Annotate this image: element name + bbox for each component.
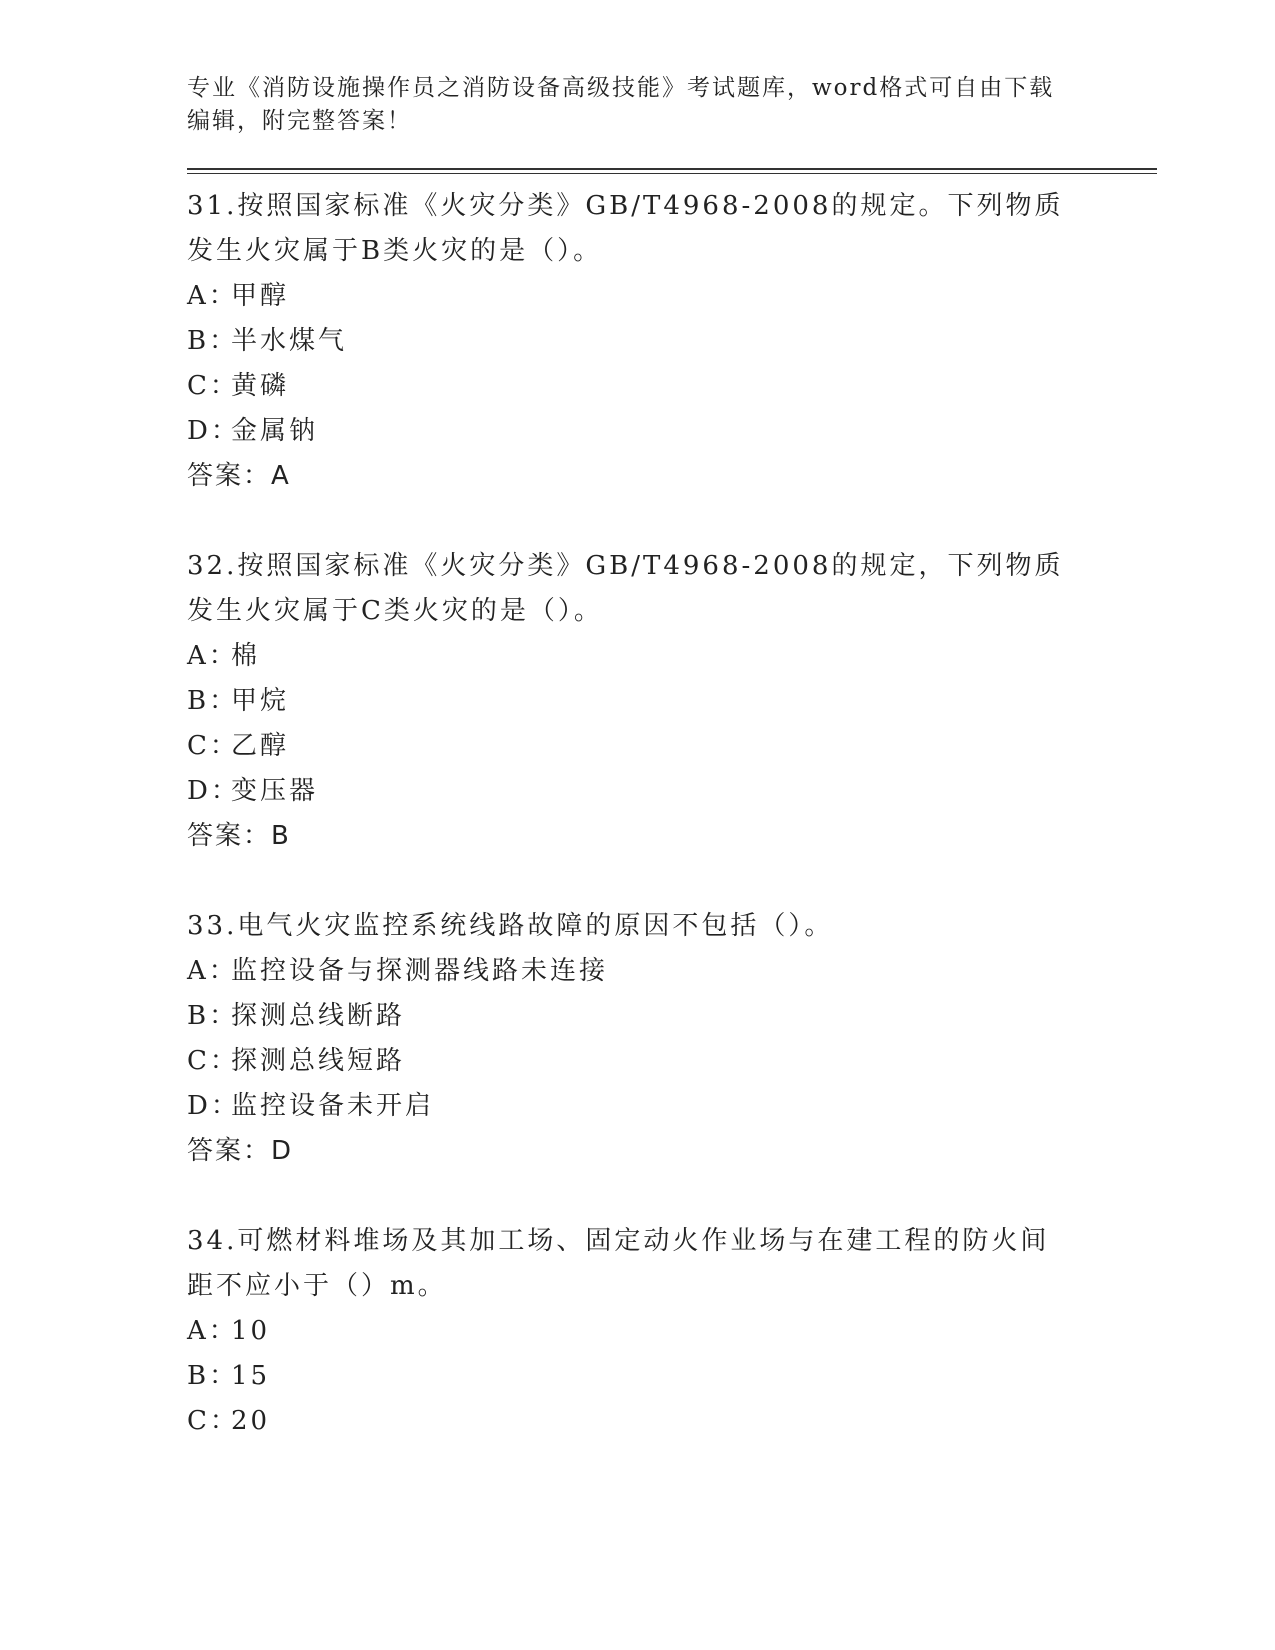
- option-text: 变压器: [231, 776, 319, 806]
- option-text: 监控设备未开启: [231, 1091, 435, 1121]
- option-key: A：: [187, 956, 238, 986]
- option-c: [187, 1039, 1157, 1084]
- option-c: [187, 364, 1157, 409]
- option-a: [187, 949, 1157, 994]
- option-a: [187, 274, 1157, 319]
- option-b: [187, 319, 1157, 364]
- option-key: B：: [187, 1001, 239, 1031]
- option-key: A：: [187, 281, 238, 311]
- answer: 答案：A: [187, 461, 291, 491]
- option-key: B：: [187, 326, 239, 356]
- option-text: 探测总线断路: [231, 1001, 406, 1031]
- option-text: 乙醇: [231, 731, 290, 761]
- document-page: [187, 72, 1157, 1489]
- option-a: [187, 634, 1157, 679]
- option-text: 金属钠: [231, 416, 319, 446]
- question-33: [187, 904, 1157, 1174]
- option-key: B：: [187, 1361, 239, 1391]
- option-key: D：: [187, 1091, 240, 1121]
- answer: 答案：B: [187, 821, 291, 851]
- option-text: 棉: [231, 641, 261, 671]
- option-a: [187, 1309, 1157, 1354]
- option-key: D：: [187, 416, 240, 446]
- option-key: C：: [187, 1046, 239, 1076]
- option-key: C：: [187, 731, 239, 761]
- option-text: 监控设备与探测器线路未连接: [231, 956, 609, 986]
- option-c: [187, 1399, 1157, 1444]
- option-key: C：: [187, 1406, 239, 1436]
- option-text: 10: [231, 1316, 271, 1346]
- option-text: 20: [231, 1406, 271, 1436]
- option-d: [187, 1084, 1157, 1129]
- option-d: [187, 769, 1157, 814]
- option-text: 半水煤气: [231, 326, 348, 356]
- option-text: 黄磷: [231, 371, 290, 401]
- question-stem: 34.可燃材料堆场及其加工场、固定动火作业场与在建工程的防火间距不应小于（）m。: [187, 1226, 1050, 1301]
- option-d: [187, 409, 1157, 454]
- option-text: 甲烷: [231, 686, 290, 716]
- option-c: [187, 724, 1157, 769]
- option-text: 甲醇: [231, 281, 290, 311]
- option-key: A：: [187, 641, 238, 671]
- document-header: 专业《消防设施操作员之消防设备高级技能》考试题库，word格式可自由下载编辑，附完整答案！: [187, 75, 1055, 134]
- question-stem: 32.按照国家标准《火灾分类》GB/T4968-2008的规定，下列物质发生火灾属于C类火灾的是（）。: [187, 551, 1064, 626]
- question-31: [187, 184, 1157, 499]
- option-text: 15: [231, 1361, 271, 1391]
- question-34: [187, 1219, 1157, 1444]
- option-b: [187, 1354, 1157, 1399]
- header-divider: [187, 168, 1157, 174]
- option-key: B：: [187, 686, 239, 716]
- option-key: C：: [187, 371, 239, 401]
- question-stem: 33.电气火灾监控系统线路故障的原因不包括（）。: [187, 911, 834, 941]
- option-key: D：: [187, 776, 240, 806]
- question-list: [187, 184, 1157, 1444]
- question-stem: 31.按照国家标准《火灾分类》GB/T4968-2008的规定。下列物质发生火灾属于B类火灾的是（）。: [187, 191, 1064, 266]
- question-32: [187, 544, 1157, 859]
- option-b: [187, 994, 1157, 1039]
- answer: 答案：D: [187, 1136, 294, 1166]
- option-b: [187, 679, 1157, 724]
- option-key: A：: [187, 1316, 238, 1346]
- option-text: 探测总线短路: [231, 1046, 406, 1076]
